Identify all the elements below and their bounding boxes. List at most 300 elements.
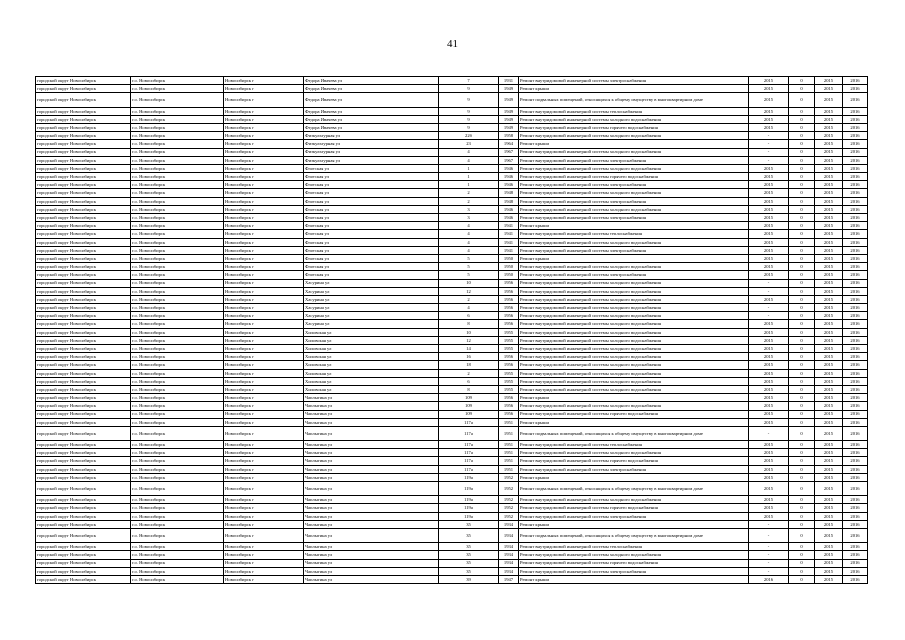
gorod-cell: г.о. Новосибирск [131, 320, 224, 328]
build-year-cell: 1956 [499, 295, 519, 303]
table-row [36, 312, 868, 320]
settlement-cell: Новосибирск г [224, 205, 304, 213]
start-year-cell: 2015 [815, 345, 843, 353]
work-type-cell: Ремонт подвальных помещений, относящихся к общему имуществу в многоквартирном доме [519, 93, 749, 107]
page-number: 41 [447, 38, 458, 50]
build-year-cell: 1956 [499, 353, 519, 361]
gorod-cell: г.о. Новосибирск [131, 85, 224, 93]
street-cell: Флотская ул [304, 254, 439, 262]
end-year-cell: 2016 [843, 385, 868, 393]
start-year-cell: 2015 [815, 559, 843, 567]
street-cell: Флотская ул [304, 197, 439, 205]
plan-year-cell: 2015 [749, 238, 789, 246]
house-number-cell: 6 [439, 312, 499, 320]
zero-cell: 0 [789, 441, 815, 449]
settlement-cell: Новосибирск г [224, 426, 304, 440]
start-year-cell: 2015 [815, 426, 843, 440]
start-year-cell: 2015 [815, 115, 843, 123]
settlement-cell: Новосибирск г [224, 246, 304, 254]
gorod-cell: г.о. Новосибирск [131, 189, 224, 197]
street-cell: Физкультурная ул [304, 156, 439, 164]
okrug-cell: городской округ Новосибирск [36, 304, 131, 312]
start-year-cell: 2015 [815, 222, 843, 230]
table-row [36, 482, 868, 496]
zero-cell: 0 [789, 304, 815, 312]
house-number-cell: 14 [439, 345, 499, 353]
work-type-cell: Ремонт внутридомовой инженерной системы электроснабжения [519, 567, 749, 575]
table-row [36, 230, 868, 238]
start-year-cell: 2015 [815, 361, 843, 369]
start-year-cell: 2015 [815, 465, 843, 473]
okrug-cell: городской округ Новосибирск [36, 132, 131, 140]
gorod-cell: г.о. Новосибирск [131, 156, 224, 164]
build-year-cell: 1941 [499, 246, 519, 254]
okrug-cell: городской округ Новосибирск [36, 140, 131, 148]
end-year-cell: 2016 [843, 449, 868, 457]
gorod-cell: г.о. Новосибирск [131, 402, 224, 410]
settlement-cell: Новосибирск г [224, 353, 304, 361]
end-year-cell: 2016 [843, 156, 868, 164]
end-year-cell: 2016 [843, 77, 868, 85]
table-row [36, 449, 868, 457]
table-row [36, 418, 868, 426]
build-year-cell: 1956 [499, 312, 519, 320]
start-year-cell: 2015 [815, 482, 843, 496]
zero-cell: 0 [789, 457, 815, 465]
end-year-cell: 2016 [843, 93, 868, 107]
settlement-cell: Новосибирск г [224, 85, 304, 93]
zero-cell: 0 [789, 205, 815, 213]
okrug-cell: городской округ Новосибирск [36, 504, 131, 512]
work-type-cell: Ремонт внутридомовой инженерной системы горячего водоснабжения [519, 457, 749, 465]
street-cell: Федора Ивачева ул [304, 93, 439, 107]
settlement-cell: Новосибирск г [224, 238, 304, 246]
end-year-cell: 2016 [843, 181, 868, 189]
work-type-cell: Ремонт крыши [519, 418, 749, 426]
gorod-cell: г.о. Новосибирск [131, 441, 224, 449]
settlement-cell: Новосибирск г [224, 328, 304, 336]
okrug-cell: городской округ Новосибирск [36, 418, 131, 426]
work-type-cell: Ремонт крыши [519, 394, 749, 402]
house-number-cell: 119а [439, 482, 499, 496]
start-year-cell: 2015 [815, 449, 843, 457]
house-number-cell: 10 [439, 328, 499, 336]
zero-cell: 0 [789, 528, 815, 542]
zero-cell: 0 [789, 567, 815, 575]
zero-cell: 0 [789, 394, 815, 402]
start-year-cell: 2015 [815, 173, 843, 181]
gorod-cell: г.о. Новосибирск [131, 304, 224, 312]
work-type-cell: Ремонт внутридомовой инженерной системы электроснабжения [519, 197, 749, 205]
settlement-cell: Новосибирск г [224, 496, 304, 504]
end-year-cell: 2016 [843, 504, 868, 512]
street-cell: Хасурина ул [304, 312, 439, 320]
zero-cell: 0 [789, 263, 815, 271]
start-year-cell: 2015 [815, 279, 843, 287]
start-year-cell: 2015 [815, 441, 843, 449]
plan-year-cell: 2015 [749, 441, 789, 449]
house-number-cell: 8 [439, 385, 499, 393]
settlement-cell: Новосибирск г [224, 132, 304, 140]
start-year-cell: 2015 [815, 528, 843, 542]
okrug-cell: городской округ Новосибирск [36, 271, 131, 279]
plan-year-cell: 2015 [749, 457, 789, 465]
work-type-cell: Ремонт внутридомовой инженерной системы электроснабжения [519, 77, 749, 85]
house-number-cell: 5 [439, 263, 499, 271]
gorod-cell: г.о. Новосибирск [131, 457, 224, 465]
build-year-cell: 1955 [499, 377, 519, 385]
table-row [36, 189, 868, 197]
house-number-cell: 9 [439, 107, 499, 115]
okrug-cell: городской округ Новосибирск [36, 205, 131, 213]
settlement-cell: Новосибирск г [224, 418, 304, 426]
end-year-cell: 2016 [843, 222, 868, 230]
house-number-cell: 6 [439, 377, 499, 385]
okrug-cell: городской округ Новосибирск [36, 559, 131, 567]
start-year-cell: 2015 [815, 93, 843, 107]
start-year-cell: 2015 [815, 132, 843, 140]
build-year-cell: 1956 [499, 279, 519, 287]
plan-year-cell: - [749, 132, 789, 140]
work-type-cell: Ремонт подвальных помещений, относящихся к общему имуществу в многоквартирном доме [519, 426, 749, 440]
gorod-cell: г.о. Новосибирск [131, 426, 224, 440]
table-row [36, 263, 868, 271]
table-row [36, 132, 868, 140]
street-cell: Чаплыгина ул [304, 426, 439, 440]
build-year-cell: 1934 [499, 559, 519, 567]
table-row [36, 205, 868, 213]
okrug-cell: городской округ Новосибирск [36, 361, 131, 369]
okrug-cell: городской округ Новосибирск [36, 263, 131, 271]
gorod-cell: г.о. Новосибирск [131, 567, 224, 575]
gorod-cell: г.о. Новосибирск [131, 520, 224, 528]
start-year-cell: 2015 [815, 336, 843, 344]
work-type-cell: Ремонт внутридомовой инженерной системы холодного водоснабжения [519, 115, 749, 123]
street-cell: Хасурина ул [304, 304, 439, 312]
gorod-cell: г.о. Новосибирск [131, 271, 224, 279]
street-cell: Чаплыгина ул [304, 543, 439, 551]
plan-year-cell: 2016 [749, 575, 789, 583]
end-year-cell: 2016 [843, 402, 868, 410]
settlement-cell: Новосибирск г [224, 189, 304, 197]
build-year-cell: 1950 [499, 271, 519, 279]
okrug-cell: городской округ Новосибирск [36, 222, 131, 230]
build-year-cell: 1967 [499, 156, 519, 164]
okrug-cell: городской округ Новосибирск [36, 230, 131, 238]
house-number-cell: 16 [439, 353, 499, 361]
plan-year-cell: 2015 [749, 197, 789, 205]
street-cell: Флотская ул [304, 181, 439, 189]
table-row [36, 164, 868, 172]
okrug-cell: городской округ Новосибирск [36, 520, 131, 528]
work-type-cell: Ремонт внутридомовой инженерной системы холодного водоснабжения [519, 205, 749, 213]
house-number-cell: 5 [439, 254, 499, 262]
table-row [36, 465, 868, 473]
build-year-cell: 1950 [499, 263, 519, 271]
okrug-cell: городской округ Новосибирск [36, 457, 131, 465]
end-year-cell: 2016 [843, 482, 868, 496]
okrug-cell: городской округ Новосибирск [36, 336, 131, 344]
street-cell: Чаплыгина ул [304, 473, 439, 481]
settlement-cell: Новосибирск г [224, 295, 304, 303]
settlement-cell: Новосибирск г [224, 567, 304, 575]
settlement-cell: Новосибирск г [224, 140, 304, 148]
house-number-cell: 35 [439, 520, 499, 528]
house-number-cell: 117а [439, 449, 499, 457]
start-year-cell: 2015 [815, 164, 843, 172]
gorod-cell: г.о. Новосибирск [131, 496, 224, 504]
settlement-cell: Новосибирск г [224, 107, 304, 115]
build-year-cell: 1948 [499, 189, 519, 197]
start-year-cell: 2015 [815, 353, 843, 361]
start-year-cell: 2015 [815, 496, 843, 504]
okrug-cell: городской округ Новосибирск [36, 449, 131, 457]
house-number-cell: 109 [439, 402, 499, 410]
zero-cell: 0 [789, 336, 815, 344]
plan-year-cell: 2015 [749, 402, 789, 410]
table-row [36, 457, 868, 465]
start-year-cell: 2015 [815, 77, 843, 85]
house-number-cell: 35 [439, 559, 499, 567]
street-cell: Хиловская ул [304, 369, 439, 377]
street-cell: Хасурина ул [304, 279, 439, 287]
work-type-cell: Ремонт внутридомовой инженерной системы горячего водоснабжения [519, 173, 749, 181]
okrug-cell: городской округ Новосибирск [36, 394, 131, 402]
work-type-cell: Ремонт внутридомовой инженерной системы электроснабжения [519, 465, 749, 473]
settlement-cell: Новосибирск г [224, 222, 304, 230]
house-number-cell: 1 [439, 164, 499, 172]
house-number-cell: 119а [439, 496, 499, 504]
zero-cell: 0 [789, 449, 815, 457]
okrug-cell: городской округ Новосибирск [36, 254, 131, 262]
end-year-cell: 2016 [843, 353, 868, 361]
build-year-cell: 1952 [499, 482, 519, 496]
table-row [36, 123, 868, 131]
start-year-cell: 2015 [815, 312, 843, 320]
house-number-cell: 1 [439, 173, 499, 181]
table-row [36, 246, 868, 254]
okrug-cell: городской округ Новосибирск [36, 410, 131, 418]
street-cell: Флотская ул [304, 189, 439, 197]
house-number-cell: 2 [439, 369, 499, 377]
work-type-cell: Ремонт внутридомовой инженерной системы холодного водоснабжения [519, 279, 749, 287]
gorod-cell: г.о. Новосибирск [131, 528, 224, 542]
build-year-cell: 1956 [499, 304, 519, 312]
end-year-cell: 2016 [843, 528, 868, 542]
end-year-cell: 2016 [843, 361, 868, 369]
gorod-cell: г.о. Новосибирск [131, 449, 224, 457]
build-year-cell: 1956 [499, 287, 519, 295]
end-year-cell: 2016 [843, 148, 868, 156]
end-year-cell: 2016 [843, 543, 868, 551]
zero-cell: 0 [789, 214, 815, 222]
house-number-cell: 3 [439, 214, 499, 222]
start-year-cell: 2015 [815, 148, 843, 156]
plan-year-cell: 2015 [749, 181, 789, 189]
build-year-cell: 1956 [499, 410, 519, 418]
street-cell: Чаплыгина ул [304, 567, 439, 575]
street-cell: Хасурина ул [304, 287, 439, 295]
plan-year-cell: - [749, 148, 789, 156]
work-type-cell: Ремонт внутридомовой инженерной системы теплоснабжения [519, 441, 749, 449]
zero-cell: 0 [789, 238, 815, 246]
street-cell: Федора Ивачева ул [304, 115, 439, 123]
start-year-cell: 2015 [815, 385, 843, 393]
okrug-cell: городской округ Новосибирск [36, 345, 131, 353]
build-year-cell: 1952 [499, 473, 519, 481]
build-year-cell: 1951 [499, 418, 519, 426]
work-type-cell: Ремонт внутридомовой инженерной системы холодного водоснабжения [519, 320, 749, 328]
start-year-cell: 2015 [815, 377, 843, 385]
settlement-cell: Новосибирск г [224, 336, 304, 344]
end-year-cell: 2016 [843, 418, 868, 426]
okrug-cell: городской округ Новосибирск [36, 312, 131, 320]
okrug-cell: городской округ Новосибирск [36, 543, 131, 551]
end-year-cell: 2016 [843, 377, 868, 385]
zero-cell: 0 [789, 181, 815, 189]
work-type-cell: Ремонт внутридомовой инженерной системы холодного водоснабжения [519, 353, 749, 361]
build-year-cell: 1956 [499, 394, 519, 402]
plan-year-cell: 2015 [749, 115, 789, 123]
zero-cell: 0 [789, 504, 815, 512]
settlement-cell: Новосибирск г [224, 115, 304, 123]
zero-cell: 0 [789, 156, 815, 164]
street-cell: Чаплыгина ул [304, 394, 439, 402]
house-number-cell: 4 [439, 246, 499, 254]
zero-cell: 0 [789, 246, 815, 254]
zero-cell: 0 [789, 377, 815, 385]
work-type-cell: Ремонт внутридомовой инженерной системы холодного водоснабжения [519, 377, 749, 385]
end-year-cell: 2016 [843, 328, 868, 336]
start-year-cell: 2015 [815, 410, 843, 418]
table-row [36, 369, 868, 377]
street-cell: Флотская ул [304, 263, 439, 271]
house-number-cell: 2 [439, 197, 499, 205]
work-type-cell: Ремонт внутридомовой инженерной системы холодного водоснабжения [519, 328, 749, 336]
settlement-cell: Новосибирск г [224, 77, 304, 85]
street-cell: Флотская ул [304, 205, 439, 213]
house-number-cell: 12 [439, 287, 499, 295]
settlement-cell: Новосибирск г [224, 173, 304, 181]
plan-year-cell: - [749, 551, 789, 559]
plan-year-cell: 2015 [749, 77, 789, 85]
house-number-cell: 8 [439, 320, 499, 328]
work-type-cell: Ремонт внутридомовой инженерной системы холодного водоснабжения [519, 336, 749, 344]
gorod-cell: г.о. Новосибирск [131, 512, 224, 520]
plan-year-cell: - [749, 520, 789, 528]
plan-year-cell: 2015 [749, 473, 789, 481]
settlement-cell: Новосибирск г [224, 482, 304, 496]
plan-year-cell: - [749, 559, 789, 567]
work-type-cell: Ремонт внутридомовой инженерной системы холодного водоснабжения [519, 312, 749, 320]
street-cell: Чаплыгина ул [304, 551, 439, 559]
plan-year-cell: - [749, 304, 789, 312]
work-type-cell: Ремонт внутридомовой инженерной системы электроснабжения [519, 156, 749, 164]
zero-cell: 0 [789, 575, 815, 583]
zero-cell: 0 [789, 189, 815, 197]
table-row [36, 328, 868, 336]
work-type-cell: Ремонт внутридомовой инженерной системы холодного водоснабжения [519, 295, 749, 303]
street-cell: Физкультурная ул [304, 148, 439, 156]
plan-year-cell: 2015 [749, 418, 789, 426]
work-type-cell: Ремонт крыши [519, 520, 749, 528]
house-number-cell: 23 [439, 140, 499, 148]
plan-year-cell: - [749, 426, 789, 440]
plan-year-cell: 2015 [749, 85, 789, 93]
plan-year-cell: 2015 [749, 512, 789, 520]
settlement-cell: Новосибирск г [224, 271, 304, 279]
street-cell: Физкультурная ул [304, 140, 439, 148]
end-year-cell: 2016 [843, 345, 868, 353]
zero-cell: 0 [789, 482, 815, 496]
gorod-cell: г.о. Новосибирск [131, 93, 224, 107]
build-year-cell: 1948 [499, 197, 519, 205]
settlement-cell: Новосибирск г [224, 449, 304, 457]
okrug-cell: городской округ Новосибирск [36, 402, 131, 410]
table-row [36, 528, 868, 542]
table-row [36, 156, 868, 164]
work-type-cell: Ремонт подвальных помещений, относящихся к общему имуществу в многоквартирном доме [519, 482, 749, 496]
end-year-cell: 2016 [843, 575, 868, 583]
end-year-cell: 2016 [843, 369, 868, 377]
zero-cell: 0 [789, 123, 815, 131]
start-year-cell: 2015 [815, 230, 843, 238]
gorod-cell: г.о. Новосибирск [131, 295, 224, 303]
build-year-cell: 1946 [499, 164, 519, 172]
street-cell: Чаплыгина ул [304, 402, 439, 410]
street-cell: Чаплыгина ул [304, 528, 439, 542]
okrug-cell: городской округ Новосибирск [36, 377, 131, 385]
table-row [36, 148, 868, 156]
settlement-cell: Новосибирск г [224, 465, 304, 473]
okrug-cell: городской округ Новосибирск [36, 164, 131, 172]
gorod-cell: г.о. Новосибирск [131, 575, 224, 583]
settlement-cell: Новосибирск г [224, 473, 304, 481]
settlement-cell: Новосибирск г [224, 361, 304, 369]
end-year-cell: 2016 [843, 520, 868, 528]
okrug-cell: городской округ Новосибирск [36, 473, 131, 481]
house-number-cell: 12 [439, 336, 499, 344]
okrug-cell: городской округ Новосибирск [36, 173, 131, 181]
street-cell: Хиловская ул [304, 353, 439, 361]
end-year-cell: 2016 [843, 473, 868, 481]
table-row [36, 567, 868, 575]
zero-cell: 0 [789, 271, 815, 279]
okrug-cell: городской округ Новосибирск [36, 441, 131, 449]
zero-cell: 0 [789, 230, 815, 238]
house-number-cell: 35 [439, 528, 499, 542]
okrug-cell: городской округ Новосибирск [36, 551, 131, 559]
settlement-cell: Новосибирск г [224, 441, 304, 449]
work-type-cell: Ремонт внутридомовой инженерной системы холодного водоснабжения [519, 287, 749, 295]
build-year-cell: 1946 [499, 181, 519, 189]
house-number-cell: 117а [439, 441, 499, 449]
gorod-cell: г.о. Новосибирск [131, 418, 224, 426]
house-number-cell: 39 [439, 575, 499, 583]
start-year-cell: 2015 [815, 520, 843, 528]
build-year-cell: 1952 [499, 496, 519, 504]
settlement-cell: Новосибирск г [224, 402, 304, 410]
table-row [36, 222, 868, 230]
end-year-cell: 2016 [843, 164, 868, 172]
street-cell: Федора Ивачева ул [304, 77, 439, 85]
plan-year-cell: 2015 [749, 496, 789, 504]
zero-cell: 0 [789, 173, 815, 181]
end-year-cell: 2016 [843, 238, 868, 246]
work-type-cell: Ремонт внутридомовой инженерной системы холодного водоснабжения [519, 189, 749, 197]
end-year-cell: 2016 [843, 559, 868, 567]
end-year-cell: 2016 [843, 394, 868, 402]
